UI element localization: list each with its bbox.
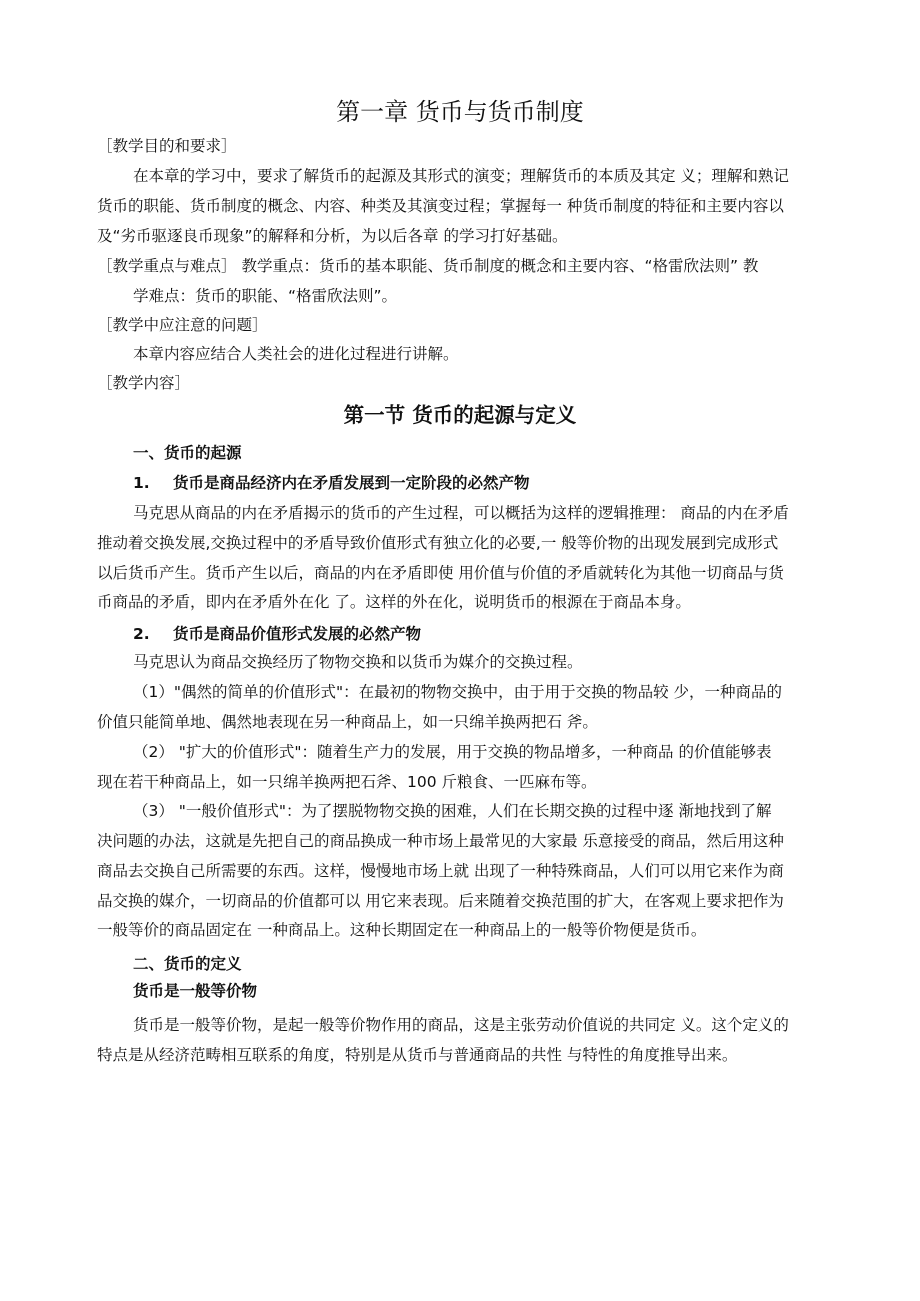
part2-line: 货币是一般等价物，是起一般等价物作用的商品，这是主张劳动价值说的共同定 义。这个定义的 bbox=[133, 1016, 789, 1034]
item2-heading bbox=[133, 624, 421, 644]
item1-line: 以后货币产生。货币产生以后，商品的内在矛盾即使 用价值与价值的矛盾就转化为其他一切商品与货 bbox=[97, 564, 784, 582]
notes-line: 本章内容应结合人类社会的进化过程进行讲解。 bbox=[133, 345, 459, 363]
key-points-line: 学难点：货币的职能、“格雷欣法则”。 bbox=[133, 287, 398, 305]
form2-line: （2） "扩大的价值形式"：随着生产力的发展，用于交换的物品增多，一种商品 的价值能够表 bbox=[133, 743, 772, 761]
part2-heading: 二、货币的定义 bbox=[133, 955, 242, 973]
section-title: 第一节 货币的起源与定义 bbox=[343, 403, 577, 427]
form3-line: 一般等价的商品固定在 一种商品上。这种长期固定在一种商品上的一般等价物便是货币。 bbox=[97, 921, 707, 939]
item1-line: 推动着交换发展,交换过程中的矛盾导致价值形式有独立化的必要,一 般等价物的出现发展到完成形式 bbox=[97, 534, 779, 552]
notes-heading: ［教学中应注意的问题］ bbox=[97, 316, 268, 334]
form1-line: 价值只能简单地、偶然地表现在另一种商品上，如一只绵羊换两把石 斧。 bbox=[97, 713, 598, 731]
chapter-title: 第一章 货币与货币制度 bbox=[336, 98, 584, 126]
item1-line: 马克思从商品的内在矛盾揭示的货币的产生过程，可以概括为这样的逻辑推理： 商品的内在矛盾 bbox=[133, 504, 789, 522]
part1-heading: 一、货币的起源 bbox=[133, 444, 242, 462]
form3-line: 决问题的办法，这就是先把自己的商品换成一种市场上最常见的大家最 乐意接受的商品，然后用这种 bbox=[97, 832, 784, 850]
part2-line: 特点是从经济范畴相互联系的角度，特别是从货币与普通商品的共性 与特性的角度推导出来。 bbox=[97, 1046, 738, 1064]
item1-title: 货币是商品经济内在矛盾发展到一定阶段的必然产物 bbox=[173, 474, 530, 492]
objectives-line: 货币的职能、货币制度的概念、内容、种类及其演变过程；掌握每一 种货币制度的特征和主要内容以 bbox=[97, 197, 784, 215]
item2-intro: 马克思认为商品交换经历了物物交换和以货币为媒介的交换过程。 bbox=[133, 653, 583, 671]
form3-line: （3） "一般价值形式"：为了摆脱物物交换的困难，人们在长期交换的过程中逐 渐地找到了解 bbox=[133, 802, 772, 820]
form3-line: 商品去交换自己所需要的东西。这样，慢慢地市场上就 出现了一种特殊商品，人们可以用它来作为商 bbox=[97, 862, 784, 880]
objectives-line: 及“劣币驱逐良币现象”的解释和分析，为以后各章 的学习打好基础。 bbox=[97, 227, 568, 245]
item1-number: 1. bbox=[133, 474, 150, 492]
item2-title: 货币是商品价值形式发展的必然产物 bbox=[173, 625, 422, 643]
part2-subheading: 货币是一般等价物 bbox=[133, 982, 258, 1000]
key-points-row bbox=[97, 256, 758, 276]
item2-number: 2. bbox=[133, 625, 150, 643]
form2-line: 现在若干种商品上，如一只绵羊换两把石斧、100 斤粮食、一匹麻布等。 bbox=[97, 773, 597, 791]
key-points-heading: ［教学重点与难点］ bbox=[97, 257, 237, 275]
objectives-line: 在本章的学习中，要求了解货币的起源及其形式的演变；理解货币的本质及其定 义；理解和熟记 bbox=[133, 167, 789, 185]
content-heading: ［教学内容］ bbox=[97, 374, 191, 392]
key-points-text: 教学重点：货币的基本职能、货币制度的概念和主要内容、“格雷欣法则” 教 bbox=[236, 257, 759, 275]
item1-line: 币商品的矛盾，即内在矛盾外在化 了。这样的外在化，说明货币的根源在于商品本身。 bbox=[97, 593, 691, 611]
item1-heading bbox=[133, 473, 530, 493]
form3-line: 品交换的媒介，一切商品的价值都可以 用它来表现。后来随着交换范围的扩大，在客观上要求把作为 bbox=[97, 892, 784, 910]
form1-line: （1）"偶然的简单的价值形式"：在最初的物物交换中，由于用于交换的物品较 少，一种商品的 bbox=[133, 683, 783, 701]
objectives-heading: ［教学目的和要求］ bbox=[97, 137, 237, 155]
